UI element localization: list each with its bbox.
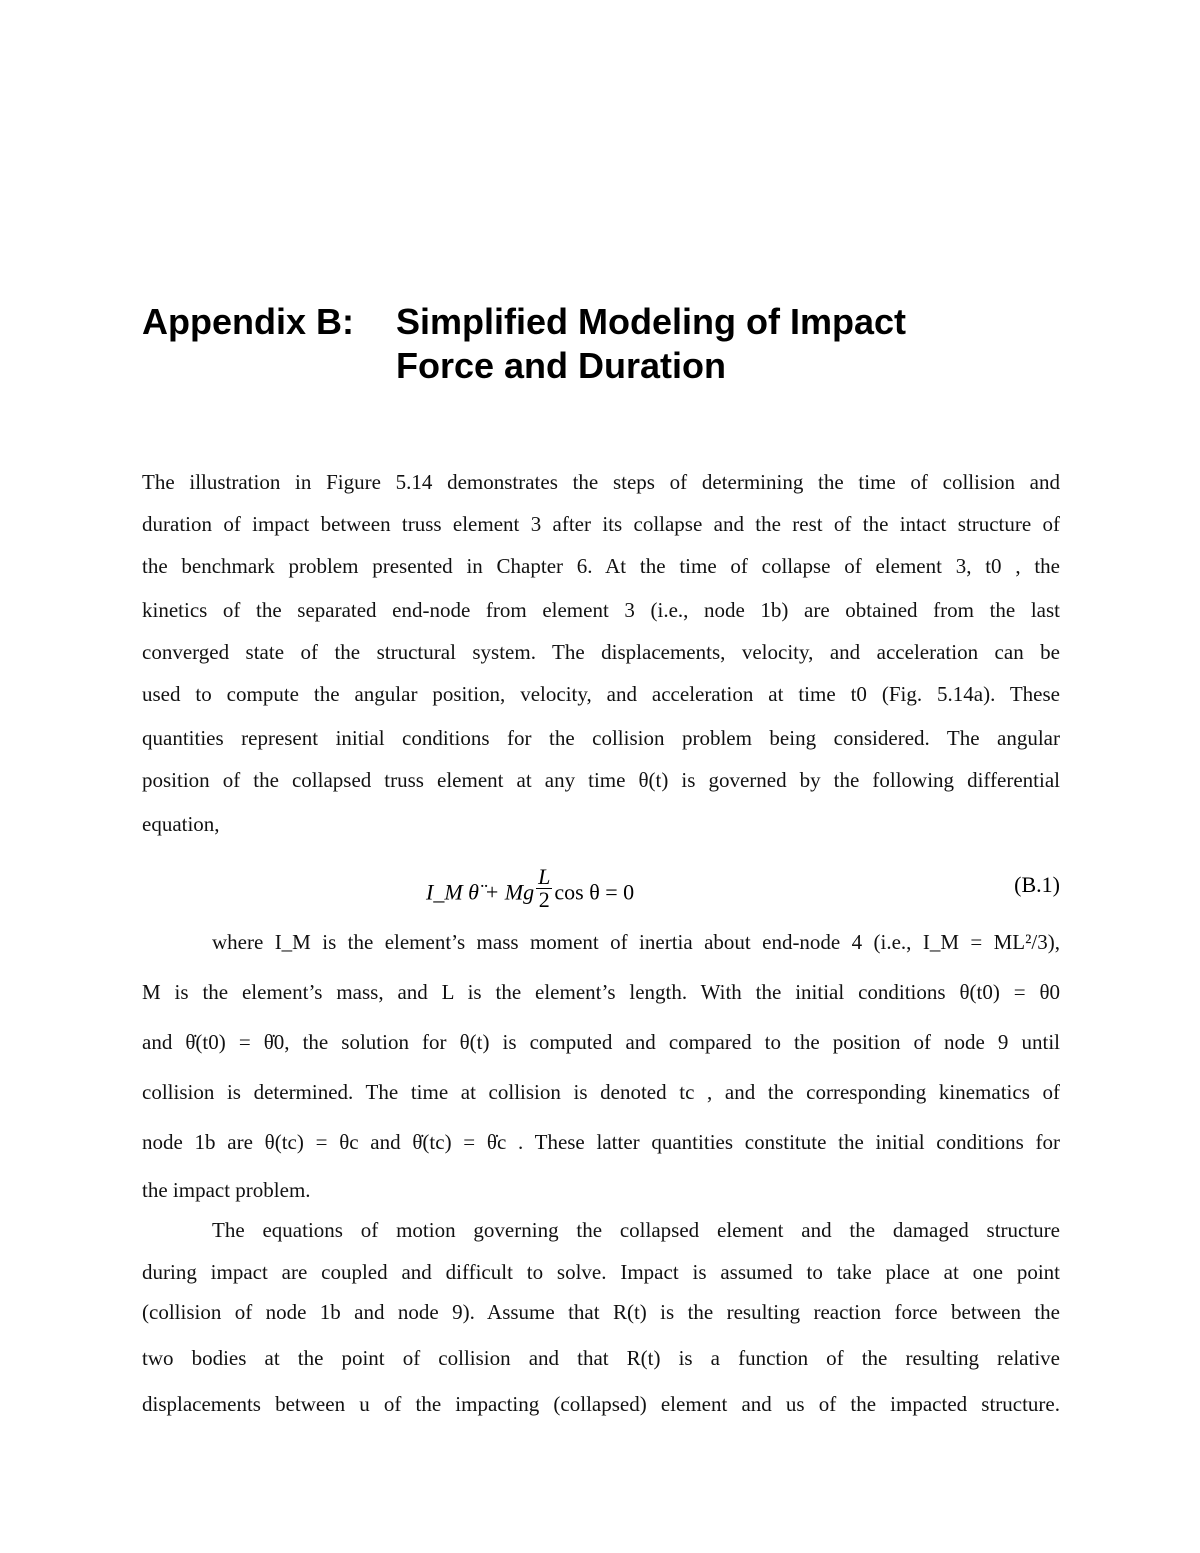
paragraph-1-line-2: duration of impact between truss element 3 after its collapse and the rest of the intact structure of <box>142 512 1060 536</box>
paragraph-2-line-2: M is the element’s mass, and L is the element’s length. With the initial conditions θ(t0) = θ0 <box>142 980 1060 1004</box>
paragraph-1-line-3: the benchmark problem presented in Chapter 6. At the time of collapse of element 3, t0 , the <box>142 554 1060 578</box>
appendix-title-line-2: Force and Duration <box>396 345 727 386</box>
paragraph-1-line-8: position of the collapsed truss element at any time θ(t) is governed by the following differential <box>142 768 1060 792</box>
paragraph-2-line-6: the impact problem. <box>142 1178 311 1202</box>
paragraph-3-line-1: The equations of motion governing the collapsed element and the damaged structure <box>212 1218 1060 1242</box>
paragraph-1-line-1: The illustration in Figure 5.14 demonstrates the steps of determining the time of collision and <box>142 470 1060 494</box>
paragraph-1-line-9: equation, <box>142 812 220 836</box>
equation-b1-body <box>426 864 635 917</box>
equation-lhs-suffix: cos θ = 0 <box>554 879 635 905</box>
equation-b1 <box>142 858 1060 918</box>
equation-lhs-prefix: I_M θ̈ + Mg <box>426 879 535 905</box>
appendix-label: Appendix B: <box>142 301 354 342</box>
equation-fraction <box>536 866 552 911</box>
appendix-title <box>396 300 996 388</box>
paragraph-3-line-3: (collision of node 1b and node 9). Assume that R(t) is the resulting reaction force between the <box>142 1300 1060 1324</box>
paragraph-2-line-3: and θ̇(t0) = θ̇0, the solution for θ(t) is computed and compared to the position of node 9 until <box>142 1030 1060 1054</box>
paragraph-1-line-7: quantities represent initial conditions for the collision problem being considered. The angular <box>142 726 1060 750</box>
paragraph-1-line-5: converged state of the structural system. The displacements, velocity, and acceleration can be <box>142 640 1060 664</box>
equation-fraction-denominator: 2 <box>538 887 550 912</box>
paragraph-3-line-5: displacements between u of the impacting (collapsed) element and us of the impacted structure. <box>142 1392 1060 1416</box>
paragraph-1-line-6: used to compute the angular position, velocity, and acceleration at time t0 (Fig. 5.14a). These <box>142 682 1060 706</box>
paragraph-3-line-2: during impact are coupled and difficult to solve. Impact is assumed to take place at one point <box>142 1260 1060 1284</box>
appendix-title-line-1: Simplified Modeling of Impact <box>396 301 907 342</box>
paragraph-2-line-1: where I_M is the element’s mass moment of inertia about end-node 4 (i.e., I_M = ML²/3), <box>212 930 1060 954</box>
paragraph-2-line-4: collision is determined. The time at collision is denoted tc , and the corresponding kinematics of <box>142 1080 1060 1104</box>
paragraph-2-line-5: node 1b are θ(tc) = θc and θ̇(tc) = θ̇c . These latter quantities constitute the initial conditions for <box>142 1130 1060 1154</box>
paragraph-3-line-4: two bodies at the point of collision and that R(t) is a function of the resulting relative <box>142 1346 1060 1370</box>
equation-number: (B.1) <box>1014 872 1060 897</box>
paragraph-1-line-4: kinetics of the separated end-node from element 3 (i.e., node 1b) are obtained from the last <box>142 598 1060 622</box>
equation-fraction-numerator: L <box>538 864 551 889</box>
